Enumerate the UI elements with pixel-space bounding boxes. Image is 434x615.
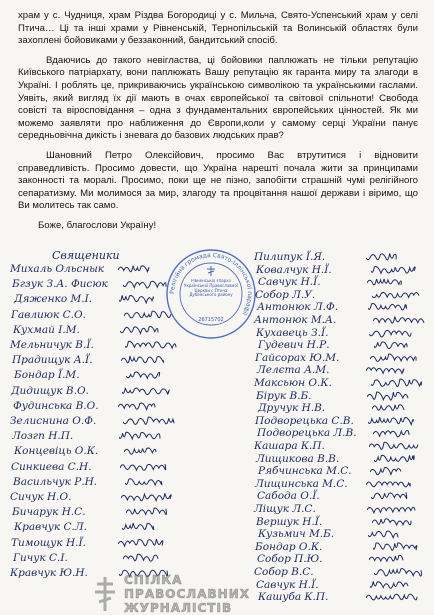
signatures-header: Священики — [52, 249, 120, 262]
right-handwritten-signature — [372, 517, 413, 527]
left-handwritten-signature — [119, 431, 162, 441]
left-handwritten-signature — [121, 355, 165, 365]
left-handwritten-signature — [126, 370, 161, 380]
right-signer-name: Дручук Н.В. — [258, 402, 326, 415]
left-handwritten-signature — [123, 553, 160, 563]
stamp-ring-text: Релігійна громада Свято-Іллінської парафії — [168, 251, 254, 317]
right-handwritten-signature — [370, 466, 403, 476]
right-signer-name: Савчук Н.Ї. — [258, 276, 321, 289]
left-signer-name: Васильчук Р.Н. — [13, 475, 98, 488]
right-signer-name: Лелєта А.М. — [257, 364, 330, 377]
letter-paragraph-3: Шановний Петро Олексійович, просимо Вас втрутитися і відновити справедливість. Просимо довести, що Україна нарешті почала жити за принципами законності та моралі. Просимо, поки ще не пізно, запобігти страшній чумі релігійного сепаратизму. Ми молимося за мир, злагоду та процвітання нашої держави і віримо, що Ви молитесь так само. — [18, 149, 418, 212]
left-handwritten-signature — [124, 310, 173, 320]
right-handwritten-signature — [368, 416, 415, 426]
left-handwritten-signature — [118, 538, 164, 548]
left-signer-name: Гавлиюк С.О. — [11, 308, 86, 321]
right-handwritten-signature — [368, 302, 408, 312]
right-signer-name: Кашара К.П. — [254, 440, 325, 452]
stamp-inner-text: Рівненської єпархії Української Православної Церкви с.Птича Дубенського району — [184, 279, 238, 298]
right-signer-name: Антонюк Л.Ф. — [257, 301, 339, 314]
right-signer-name: Кузьмич М.Б. — [258, 528, 335, 541]
right-handwritten-signature — [374, 340, 409, 350]
left-handwritten-signature — [122, 386, 170, 396]
right-signer-name: Бондар О.К. — [255, 540, 323, 553]
right-signer-name: Савчук Н.Ї. — [256, 578, 319, 591]
left-signer-name: Концевіць О.К. — [14, 445, 99, 458]
watermark-line-1: СПІЛКА — [124, 573, 183, 587]
right-handwritten-signature — [368, 529, 400, 539]
watermark-line-3: ЖУРНАЛІСТІВ — [124, 601, 233, 615]
right-handwritten-signature — [374, 454, 416, 464]
right-signer-name: Сабода О.Ї. — [257, 490, 320, 503]
right-signer-name: Ковалчук Н.Ї. — [256, 263, 332, 276]
left-signer-name: Михаль Ольснык — [10, 263, 105, 275]
left-signer-name: Кравчук Ю.Н. — [10, 567, 88, 579]
left-signer-name: Прадищук А.Ї. — [12, 354, 93, 367]
left-signer-name: Гичук С.І. — [13, 551, 68, 564]
watermark-line-2: ПРАВОСЛАВНИХ — [124, 587, 251, 601]
right-signer-name: Вершук Н.Ї. — [256, 515, 323, 528]
right-signer-name: Гайсорах Ю.М. — [255, 351, 340, 364]
left-handwritten-signature — [125, 477, 163, 487]
left-signer-name: Мельничук В.Ї. — [10, 339, 94, 351]
left-signer-name: Сичук Н.О. — [10, 491, 72, 503]
right-handwritten-signature — [369, 328, 413, 338]
right-handwritten-signature — [371, 265, 416, 275]
right-signer-name: Кухавець З.Ї. — [256, 326, 329, 339]
right-handwritten-signature — [372, 403, 406, 413]
church-stamp — [165, 248, 257, 340]
right-handwritten-signature — [369, 441, 420, 451]
left-handwritten-signature — [118, 264, 150, 274]
left-signer-name: Зелиснина О.Ф. — [10, 415, 97, 427]
left-handwritten-signature — [123, 416, 175, 426]
left-signer-name: Тимощук Н.Ї. — [11, 536, 86, 549]
left-signer-name: Бичарук Н.С. — [12, 506, 86, 519]
right-handwritten-signature — [372, 290, 421, 300]
letter-body — [18, 10, 418, 240]
left-signer-name: Лозгп Н.П. — [12, 430, 74, 443]
left-signer-name: Кухмай І.М. — [13, 323, 80, 336]
left-signer-name: Дидищук В.О. — [11, 384, 89, 397]
left-signer-name: Кравчук С.Л. — [14, 521, 87, 534]
right-signer-name: Собор В.С. — [254, 566, 314, 578]
right-handwritten-signature — [371, 378, 423, 388]
left-handwritten-signature — [121, 492, 172, 502]
left-signer-name: Бгзук З.А. Фисюк — [12, 278, 108, 291]
right-signer-name: Лищинська М.С. — [255, 477, 348, 490]
left-signer-name: Фудинська В.О. — [13, 399, 99, 412]
right-signer-name: Ліщук Л.С. — [254, 503, 316, 515]
right-signer-name: Кашуба К.П. — [258, 591, 329, 604]
right-handwritten-signature — [366, 252, 398, 262]
letter-paragraph-2: Вдаючись до такого невігластва, ці бойовики паплюжать не тільки репутацію Київського патріархату, вони паплюжать Вашу репутацію як гаранта миру та злагоди в Україні. І роблять це, прикриваючись українською символікою та українськими гаслами. Уявіть, який вигляд їх дії мають в очах європейської та світової спільноти! Свобода совісті та віросповідання – одна з фундаментальних європейських цінностей. Як ми можемо заявляти про наближення до Європи,коли у самому серці України панує середньовічна дикість і зневага до базових людських прав? — [18, 54, 418, 142]
left-handwritten-signature — [119, 294, 155, 304]
right-handwritten-signature — [367, 277, 403, 287]
right-signer-name: Собор Л.У. — [255, 288, 316, 301]
right-handwritten-signature — [371, 491, 408, 501]
right-signer-name: Лищикова В.В. — [256, 452, 340, 465]
left-handwritten-signature — [125, 340, 178, 350]
right-signer-name: Пилипук Ї.Я. — [254, 251, 326, 263]
right-signer-name: Подворецька Л.В. — [257, 427, 357, 440]
right-handwritten-signature — [370, 353, 418, 363]
right-handwritten-signature — [370, 580, 410, 590]
right-signer-name: Гудевич Н.Р. — [258, 339, 330, 352]
right-handwritten-signature — [367, 391, 410, 401]
left-handwritten-signature — [126, 507, 168, 517]
right-handwritten-signature — [366, 365, 405, 375]
left-handwritten-signature — [123, 279, 168, 289]
left-signer-name: Дяженко М.І. — [14, 293, 93, 306]
right-signer-name: Максьюн О.К. — [254, 377, 332, 389]
right-handwritten-signature — [366, 479, 412, 489]
watermark-cross-icon — [92, 575, 118, 613]
right-handwritten-signature — [369, 554, 405, 564]
right-handwritten-signature — [366, 592, 419, 602]
watermark — [92, 575, 342, 615]
left-signer-name: Синкиева С.Н. — [11, 460, 92, 473]
left-handwritten-signature — [120, 462, 167, 472]
right-handwritten-signature — [373, 315, 426, 325]
stamp-code: 26715702 — [198, 317, 224, 323]
left-handwritten-signature — [122, 522, 155, 532]
right-signer-name: Рябчинська М.С. — [258, 465, 352, 478]
right-handwritten-signature — [373, 428, 411, 438]
left-handwritten-signature — [124, 446, 158, 456]
letter-blessing: Боже, благослови Україну! — [38, 219, 157, 231]
right-signer-name: Антонюк М.А. — [254, 314, 337, 326]
right-handwritten-signature — [367, 504, 417, 514]
right-signer-name: Собор П.Ю. — [257, 553, 323, 566]
left-handwritten-signature — [120, 325, 160, 335]
right-handwritten-signature — [373, 542, 418, 552]
right-signer-name: Подворецька С.В. — [255, 414, 354, 427]
letter-paragraph-1: храм у с. Чудниця, храм Різдва Богородиці у с. Мильча, Свято-Успенський храм у селі Птича… Ці та інші храми у Рівненській, Тернопільській та Волинській областях були захоплені бойовиками у беззаконний, бандитський спосіб. — [18, 10, 418, 47]
right-signer-name: Бірук В.Б. — [256, 389, 312, 402]
right-handwritten-signature — [374, 567, 423, 577]
left-handwritten-signature — [118, 401, 157, 411]
left-signer-name: Бондар Ї.М. — [14, 369, 80, 382]
